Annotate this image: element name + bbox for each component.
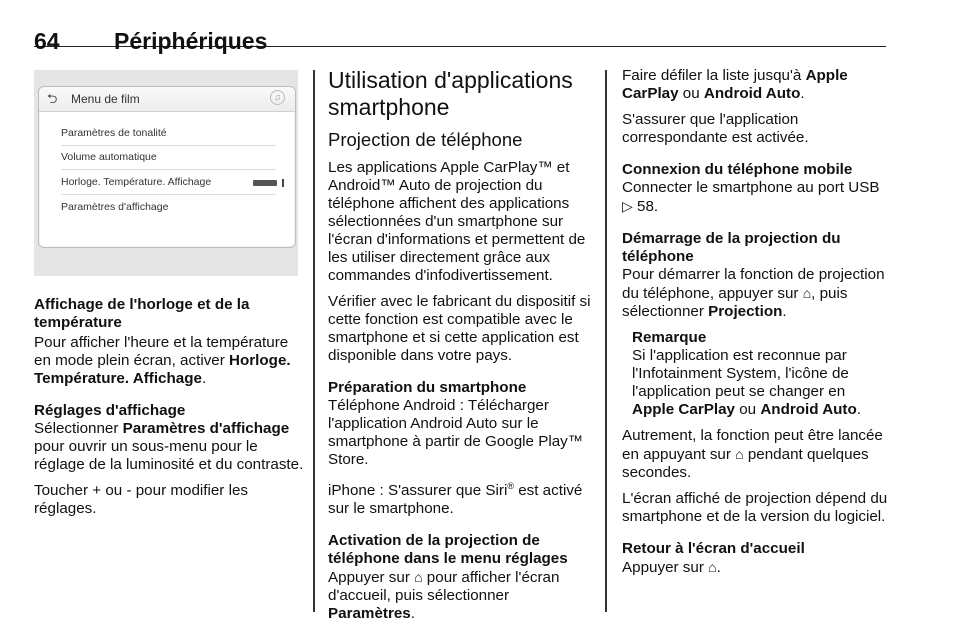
home-icon: ⌂ xyxy=(414,569,423,586)
paragraph-toucher: Toucher + ou - pour modifier les réglages. xyxy=(34,482,248,517)
home-icon: ⌂ xyxy=(802,285,812,301)
section-heading: Utilisation d'applications smartphone xyxy=(328,67,573,120)
paragraph-scroll: Faire défiler la liste jusqu'à Apple CarPlay ou Android Auto. xyxy=(622,67,848,102)
column-divider xyxy=(313,70,315,612)
music-note-icon: ♫ xyxy=(270,90,285,105)
divider xyxy=(61,145,276,146)
heading-prep: Préparation du smartphone xyxy=(328,379,527,396)
note-text: Si l'application est reconnue par l'Infotainment System, l'icône de l'application peut se changer en Apple CarPlay ou Android Auto. xyxy=(632,347,862,418)
page-number: 64 xyxy=(34,28,60,54)
paragraph-connect: Connecter le smartphone au port USB ▷ 58. xyxy=(622,179,880,215)
page-header xyxy=(34,8,886,54)
menu-item: Paramètres de tonalité xyxy=(61,127,167,139)
column-3 xyxy=(622,67,890,585)
paragraph-screen: L'écran affiché de projection dépend du smartphone et de la version du logiciel. xyxy=(622,490,888,525)
paragraph-appuyer: Appuyer sur ⌂ pour afficher l'écran d'accueil, puis sélectionner Paramètres. xyxy=(328,569,560,623)
paragraph-ensure: S'assurer que l'application correspondante est activée. xyxy=(622,111,809,146)
column-2 xyxy=(328,67,598,631)
subsection-heading: Projection de téléphone xyxy=(328,129,523,150)
paragraph-home: Appuyer sur ⌂. xyxy=(622,559,721,576)
paragraph-check: Vérifier avec le fabricant du dispositif si cette fonction est compatible avec le smartphone et si cette application est disponible dans votre pays. xyxy=(328,293,591,364)
note-title: Remarque xyxy=(632,329,707,346)
heading-display: Réglages d'affichage xyxy=(34,402,186,419)
toggle-switch xyxy=(253,177,287,187)
note-box xyxy=(632,329,890,419)
menu-item: Paramètres d'affichage xyxy=(61,201,169,213)
divider xyxy=(61,194,276,195)
paragraph-clock: Pour afficher l'heure et la température en mode plein écran, activer Horloge. Température. Affichage. xyxy=(34,334,291,387)
heading-clock: Affichage de l'horloge et de la température xyxy=(34,296,250,331)
menu-item: Volume automatique xyxy=(61,151,157,163)
screen-title: Menu de film xyxy=(71,92,140,106)
infotainment-screen xyxy=(38,86,296,248)
heading-start: Démarrage de la projection du téléphone xyxy=(622,230,841,265)
paragraph-start: Pour démarrer la fonction de projection du téléphone, appuyer sur ⌂, puis sélectionner Projection. xyxy=(622,266,885,320)
column-divider xyxy=(605,70,607,612)
back-icon: ⮌ xyxy=(47,91,58,106)
heading-connect: Connexion du téléphone mobile xyxy=(622,161,853,178)
screen-header xyxy=(39,87,295,112)
home-icon: ⌂ xyxy=(708,559,717,575)
screen-figure xyxy=(34,70,298,276)
divider xyxy=(61,169,276,170)
menu-item: Horloge. Température. Affichage xyxy=(61,176,212,188)
heading-home: Retour à l'écran d'accueil xyxy=(622,540,805,557)
paragraph-iphone: iPhone : S'assurer que Siri® est activé sur le smartphone. xyxy=(328,481,583,518)
paragraph-display: Sélectionner Paramètres d'affichage pour ouvrir un sous-menu pour le réglage de la luminosité et du contraste. xyxy=(34,420,304,473)
paragraph-android: Téléphone Android : Télécharger l'application Android Auto sur le smartphone à partir de Google Play™ Store. xyxy=(328,397,583,468)
page-ref-icon: ▷ xyxy=(622,198,633,214)
paragraph-intro: Les applications Apple CarPlay™ et Android™ Auto de projection du téléphone affichent des applications sélectionnées d'un smartphone sur l'écran d'informations et permettent de les utiliser directement grâce aux commandes d'infodivertissement. xyxy=(328,159,586,284)
paragraph-alt: Autrement, la fonction peut être lancée en appuyant sur ⌂ pendant quelques secondes. xyxy=(622,427,883,481)
home-icon: ⌂ xyxy=(735,446,744,462)
section-title: Périphériques xyxy=(114,28,268,54)
heading-activation: Activation de la projection de téléphone dans le menu réglages xyxy=(328,532,568,568)
column-1 xyxy=(34,296,304,526)
